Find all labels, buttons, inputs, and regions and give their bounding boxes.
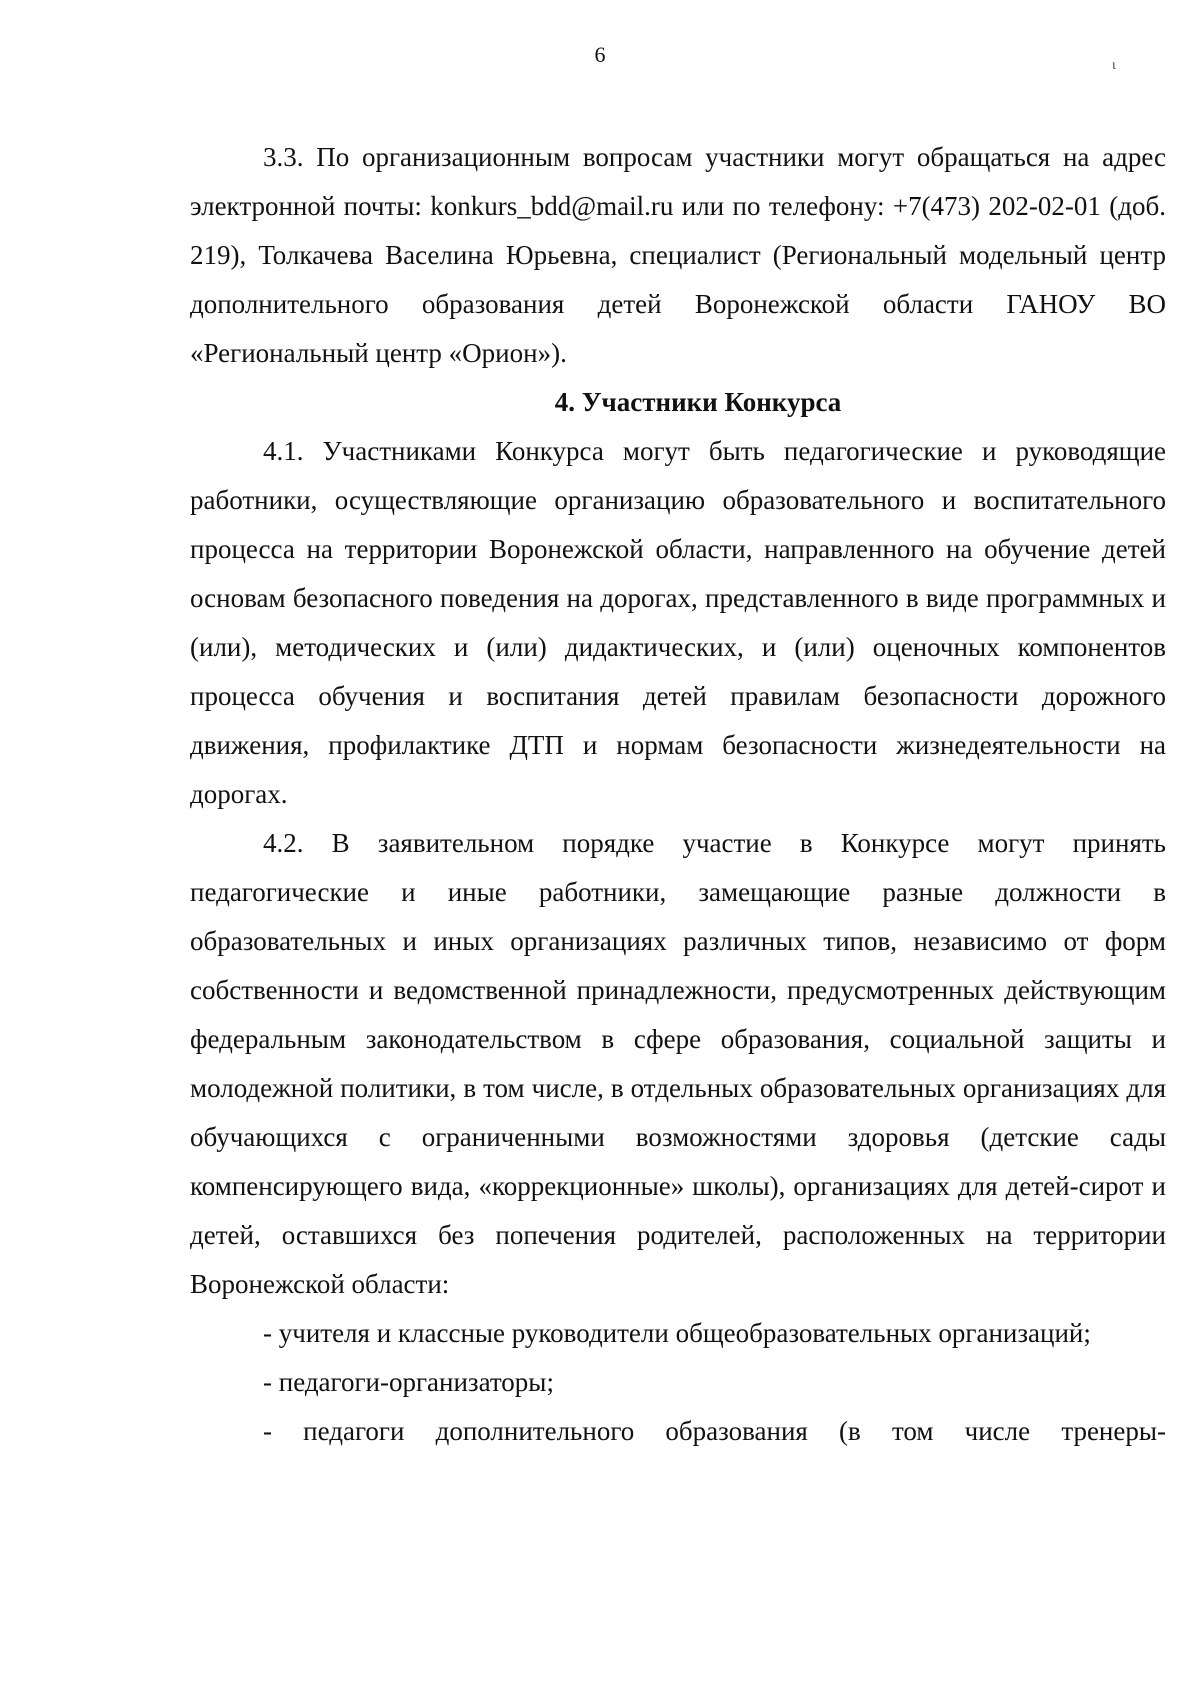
- document-body: [190, 133, 1166, 1456]
- page-number: 6: [594, 42, 606, 67]
- paragraph-4-1: 4.1. Участниками Конкурса могут быть педагогические и руководящие работники, осуществляющие организацию образовательного и воспитательного процесса на территории Воронежской области, направленного на обучение детей основам безопасного поведения на дорогах, представленного в виде программных и (или), методических и (или) дидактических, и (или) оценочных компонентов процесса обучения и воспитания детей правилам безопасности дорожного движения, профилактике ДТП и нормам безопасности жизнедеятельности на дорогах.: [190, 436, 1166, 809]
- paragraph-4-2: 4.2. В заявительном порядке участие в Конкурсе могут принять педагогические и иные работники, замещающие разные должности в образовательных и иных организациях различных типов, независимо от форм собственности и ведомственной принадлежности, предусмотренных действующим федеральным законодательством в сфере образования, социальной защиты и молодежной политики, в том числе, в отдельных образовательных организациях для обучающихся с ограниченными возможностями здоровья (детские сады компенсирующего вида, «коррекционные» школы), организациях для детей-сирот и детей, оставшихся без попечения родителей, расположенных на территории Воронежской области:: [190, 828, 1166, 1299]
- corner-mark: ι: [1112, 58, 1116, 73]
- list-item: - учителя и классные руководители общеобразовательных организаций;: [263, 1318, 1091, 1348]
- participants-list: [190, 1309, 1166, 1456]
- list-item: - педагоги дополнительного образования (в том числе тренеры-: [263, 1416, 1166, 1446]
- section-4-heading: 4. Участники Конкурса: [554, 387, 842, 417]
- list-item: - педагоги-организаторы;: [263, 1367, 554, 1397]
- paragraph-3-3: 3.3. По организационным вопросам участники могут обращаться на адрес электронной почты: konkurs_bdd@mail.ru или по телефону: +7(473) 202-02-01 (доб. 219), Толкачева Васелина Юрьевна, специалист (Региональный модельный центр дополнительного образования детей Воронежской области ГАНОУ ВО «Региональный центр «Орион»).: [190, 142, 1166, 368]
